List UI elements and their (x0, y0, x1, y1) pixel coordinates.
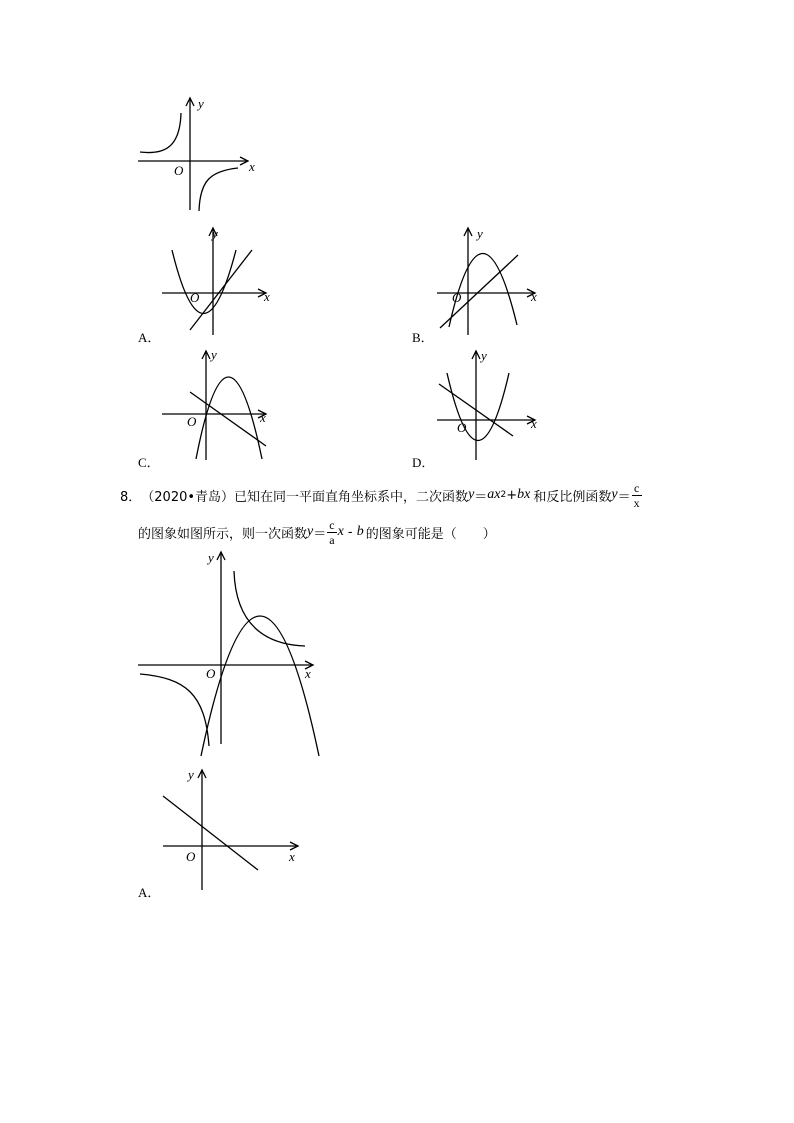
q8-quad-exp: 2 (500, 490, 507, 500)
q7-option-c-label[interactable]: C． (138, 455, 160, 470)
x-axis-label: x (531, 416, 537, 431)
q8-option-a-graph (160, 765, 305, 895)
q8-stem-graph (135, 548, 335, 763)
y-axis-label: y (211, 347, 217, 362)
q8-line-2 (138, 516, 496, 548)
y-axis-label: y (188, 767, 194, 782)
q8-inv-den: x (633, 495, 640, 510)
q8-lin-fraction (327, 518, 336, 547)
q8-quad-b: bx (517, 487, 531, 502)
q8-inv-eq: ＝ (617, 489, 631, 505)
q7-option-b-label[interactable]: B． (412, 330, 434, 345)
q8-inv-num: c (632, 481, 642, 496)
q8-source: （2020•青岛） (141, 489, 235, 505)
q8-option-a-label[interactable]: A． (138, 885, 161, 900)
origin-label: O (190, 290, 200, 305)
origin-label: O (452, 290, 462, 305)
q7-option-b-graph (435, 225, 550, 340)
hyperbola-left-branch (140, 113, 181, 153)
x-axis-label: x (264, 289, 270, 304)
x-axis-label: x (289, 849, 295, 864)
q8-lin-minus: - (343, 524, 357, 540)
hyperbola-left-branch (140, 674, 209, 746)
q8-text-2: 和反比例函数 (533, 489, 612, 505)
y-axis-label: y (208, 550, 214, 565)
q7-stem-graph (130, 95, 260, 215)
hyperbola-right-branch (234, 571, 305, 646)
q8-inv-y: y (611, 487, 618, 502)
origin-label: O (187, 414, 197, 429)
q8-text-4: 的图象可能是（ ） (365, 526, 496, 542)
line (190, 392, 266, 446)
q8-number: 8． (120, 489, 142, 505)
q8-inv-fraction (632, 481, 642, 510)
hyperbola-right-branch (199, 168, 238, 211)
y-axis-label: y (481, 348, 487, 363)
origin-label: O (186, 849, 196, 864)
q8-lin-eq: ＝ (313, 526, 327, 542)
q8-quad-y: y (468, 487, 475, 502)
parabola (172, 250, 236, 314)
q8-quad-plus: + (506, 487, 518, 503)
q8-quad-a: ax (487, 487, 501, 502)
parabola (201, 616, 319, 756)
y-axis-label: y (198, 96, 204, 111)
x-axis-label: x (260, 410, 266, 425)
x-axis-label: x (305, 666, 311, 681)
q8-lin-den: a (329, 532, 335, 547)
origin-label: O (174, 163, 184, 178)
x-axis-label: x (249, 159, 255, 174)
q8-text-1: 已知在同一平面直角坐标系中，二次函数 (234, 489, 469, 505)
line (163, 796, 258, 870)
q7-option-a-graph (160, 225, 275, 340)
x-axis-label: x (531, 289, 537, 304)
q7-option-a-label[interactable]: A． (138, 330, 161, 345)
q8-lin-b: b (356, 524, 364, 539)
origin-label: O (457, 420, 467, 435)
q8-text-3: 的图象如图所示，则一次函数 (138, 526, 308, 542)
y-axis-label: y (212, 226, 218, 241)
origin-label: O (206, 666, 216, 681)
q8-line-1 (120, 479, 643, 511)
y-axis-label: y (477, 226, 483, 241)
q8-lin-x: x (337, 524, 344, 539)
q7-option-d-label[interactable]: D． (412, 455, 435, 470)
q8-lin-y: y (307, 524, 314, 539)
q8-lin-num: c (329, 517, 335, 532)
q8-quad-eq: ＝ (474, 489, 488, 505)
q7-option-c-graph (160, 348, 275, 463)
q7-option-d-graph (435, 348, 550, 463)
